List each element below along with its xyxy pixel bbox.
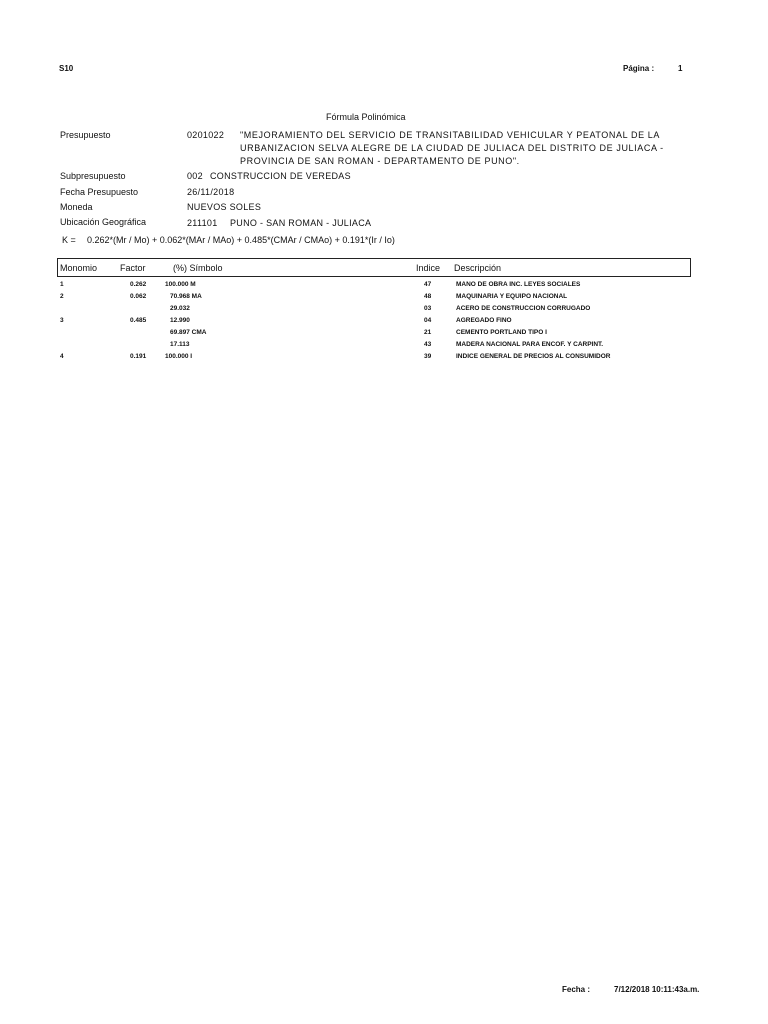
presupuesto-description-line-2: URBANIZACION SELVA ALEGRE DE LA CIUDAD DE JULIACA DEL DISTRITO DE JULIACA -	[240, 143, 664, 153]
presupuesto-description-line-1: "MEJORAMIENTO DEL SERVICIO DE TRANSITABILIDAD VEHICULAR Y PEATONAL DE LA	[240, 130, 660, 140]
cell-indice: 43	[424, 341, 432, 348]
cell-pct-simbolo: 12.990	[170, 317, 190, 324]
cell-factor: 0.062	[130, 293, 147, 300]
subpresupuesto-value: CONSTRUCCION DE VEREDAS	[210, 171, 351, 181]
fecha-presupuesto-value: 26/11/2018	[187, 187, 235, 197]
cell-indice: 04	[424, 317, 432, 324]
column-header-factor: Factor	[120, 263, 146, 273]
cell-monomio: 4	[60, 353, 64, 360]
cell-pct-simbolo: 100.000 M	[165, 281, 196, 288]
ubicacion-code: 211101	[187, 218, 218, 228]
cell-factor: 0.485	[130, 317, 147, 324]
ubicacion-label: Ubicación Geográfica	[60, 217, 147, 227]
presupuesto-label: Presupuesto	[60, 130, 111, 140]
moneda-value: NUEVOS SOLES	[187, 202, 262, 212]
cell-pct-simbolo: 29.032	[170, 305, 190, 312]
table-row	[0, 353, 768, 365]
cell-descripcion: ACERO DE CONSTRUCCION CORRUGADO	[456, 305, 591, 312]
table-row	[0, 305, 768, 317]
table-row	[0, 293, 768, 305]
table-header-box	[57, 258, 691, 277]
formula-expression: 0.262*(Mr / Mo) + 0.062*(MAr / MAo) + 0.485*(CMAr / CMAo) + 0.191*(Ir / Io)	[87, 235, 395, 245]
table-row	[0, 281, 768, 293]
document-title: Fórmula Polinómica	[326, 112, 406, 122]
cell-descripcion: AGREGADO FINO	[456, 317, 512, 324]
table-row	[0, 329, 768, 341]
cell-monomio: 2	[60, 293, 64, 300]
cell-pct-simbolo: 17.113	[170, 341, 190, 348]
cell-indice: 21	[424, 329, 432, 336]
footer-fecha-value: 7/12/2018 10:11:43a.m.	[614, 985, 700, 994]
cell-descripcion: MADERA NACIONAL PARA ENCOF. Y CARPINT.	[456, 341, 604, 348]
fecha-presupuesto-label: Fecha Presupuesto	[60, 187, 139, 197]
page-label: Página :	[623, 64, 655, 73]
cell-indice: 39	[424, 353, 432, 360]
cell-descripcion: MANO DE OBRA INC. LEYES SOCIALES	[456, 281, 581, 288]
cell-pct-simbolo: 70.968 MA	[170, 293, 202, 300]
moneda-label: Moneda	[60, 202, 93, 212]
cell-factor: 0.262	[130, 281, 147, 288]
cell-factor: 0.191	[130, 353, 147, 360]
column-header-monomio: Monomio	[60, 263, 98, 273]
cell-pct-simbolo: 69.897 CMA	[170, 329, 207, 336]
cell-monomio: 1	[60, 281, 64, 288]
cell-monomio: 3	[60, 317, 64, 324]
cell-indice: 47	[424, 281, 432, 288]
ubicacion-value: PUNO - SAN ROMAN - JULIACA	[230, 218, 372, 228]
cell-indice: 03	[424, 305, 432, 312]
cell-indice: 48	[424, 293, 432, 300]
cell-descripcion: MAQUINARIA Y EQUIPO NACIONAL	[456, 293, 568, 300]
column-header-pct-simbolo: (%) Símbolo	[173, 263, 223, 273]
page-number: 1	[678, 64, 683, 73]
table-row	[0, 341, 768, 353]
subpresupuesto-code: 002	[187, 171, 203, 181]
system-code: S10	[59, 64, 74, 73]
column-header-indice: Indice	[416, 263, 441, 273]
presupuesto-code: 0201022	[187, 130, 225, 140]
presupuesto-description-line-3: PROVINCIA DE SAN ROMAN - DEPARTAMENTO DE PUNO".	[240, 156, 520, 166]
table-row	[0, 317, 768, 329]
cell-descripcion: INDICE GENERAL DE PRECIOS AL CONSUMIDOR	[456, 353, 611, 360]
column-header-descripcion: Descripción	[454, 263, 502, 273]
footer-fecha-label: Fecha :	[562, 985, 591, 994]
formula-prefix: K =	[62, 235, 76, 245]
cell-descripcion: CEMENTO PORTLAND TIPO I	[456, 329, 547, 336]
subpresupuesto-label: Subpresupuesto	[60, 171, 126, 181]
cell-pct-simbolo: 100.000 I	[165, 353, 193, 360]
